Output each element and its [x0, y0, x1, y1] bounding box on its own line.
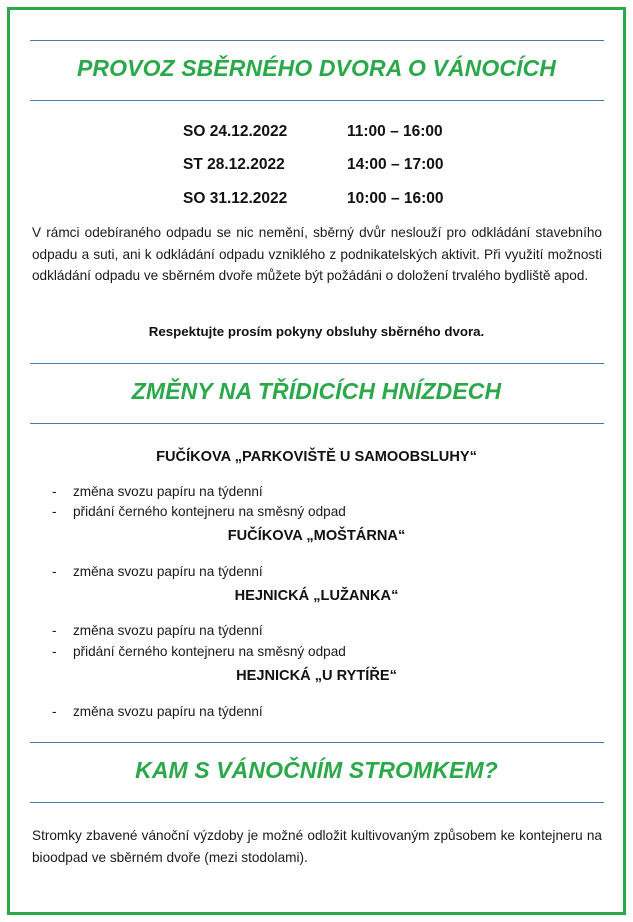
- location-title: HEJNICKÁ „U RYTÍŘE“: [236, 668, 397, 684]
- location-title: FUČÍKOVA „PARKOVIŠTĚ U SAMOOBSLUHY“: [156, 449, 477, 465]
- bullet-dash: -: [52, 704, 57, 719]
- divider: [30, 363, 604, 364]
- divider: [30, 802, 604, 803]
- list-item-text: přidání černého kontejneru na směsný odpad: [73, 504, 346, 519]
- divider: [30, 423, 604, 424]
- divider: [30, 40, 604, 41]
- schedule-time: 10:00 – 16:00: [347, 190, 444, 207]
- notice-text: Respektujte prosím pokyny obsluhy sběrného dvora.: [148, 324, 485, 339]
- bullet-dash: -: [52, 504, 57, 519]
- bullet-dash: -: [52, 644, 57, 659]
- list-item-text: změna svozu papíru na týdenní: [73, 564, 263, 579]
- schedule-date: SO 31.12.2022: [183, 190, 288, 207]
- divider: [30, 100, 604, 101]
- schedule-date: SO 24.12.2022: [183, 123, 288, 140]
- bullet-dash: -: [52, 623, 57, 638]
- schedule-time: 14:00 – 17:00: [347, 156, 444, 173]
- info-paragraph: V rámci odebíraného odpadu se nic nemění, sběrný dvůr neslouží pro odkládání stavebního odpadu a suti, ani k odkládání odpadu vzniklého z podnikatelských aktivit. Při využití možnosti odkládání odpadu ve sběrném dvoře můžete být požádáni o doložení trvalého bydliště apod.: [32, 225, 602, 283]
- divider: [30, 742, 604, 743]
- list-item-text: změna svozu papíru na týdenní: [73, 704, 263, 719]
- location-title: HEJNICKÁ „LUŽANKA“: [234, 588, 399, 604]
- location-title: FUČÍKOVA „MOŠTÁRNA“: [227, 528, 406, 544]
- schedule-date: ST 28.12.2022: [183, 156, 285, 173]
- bullet-dash: -: [52, 484, 57, 499]
- section-title-christmas-hours: PROVOZ SBĚRNÉHO DVORA O VÁNOCÍCH: [76, 55, 556, 81]
- list-item-text: změna svozu papíru na týdenní: [73, 623, 263, 638]
- schedule-time: 11:00 – 16:00: [347, 123, 443, 140]
- list-item-text: přidání černého kontejneru na směsný odpad: [73, 644, 346, 659]
- list-item-text: změna svozu papíru na týdenní: [73, 484, 263, 499]
- tree-paragraph: Stromky zbavené vánoční výzdoby je možné odložit kultivovaným způsobem ke kontejneru na bioodpad ve sběrném dvoře (mezi stodolami).: [32, 828, 602, 865]
- section-title-christmas-tree: KAM S VÁNOČNÍM STROMKEM?: [135, 757, 498, 783]
- bullet-dash: -: [52, 564, 57, 579]
- section-title-sorting-changes: ZMĚNY NA TŘÍDICÍCH HNÍZDECH: [131, 378, 502, 404]
